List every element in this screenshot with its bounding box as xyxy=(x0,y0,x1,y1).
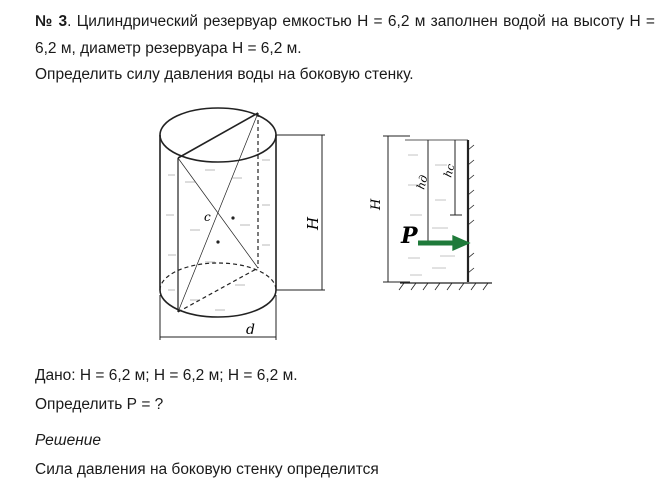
wall-drawing xyxy=(383,136,492,290)
section-diagonal-2 xyxy=(178,113,258,312)
section-bottom-diameter xyxy=(178,268,258,312)
problem-text: . Цилиндрический резервуар емкостью Н = 6,2 м заполнен водой на высоту Н = 6,2 м, диаметр резервуара Н = 6,2 м. xyxy=(35,13,655,57)
centroid-label: c xyxy=(204,210,211,224)
solution-heading: Решение xyxy=(35,432,102,449)
solution-text: Сила давления на боковую стенку определится xyxy=(35,461,379,478)
centroid-dot xyxy=(231,216,234,219)
problem-task: Определить силу давления воды на боковую стенку. xyxy=(35,66,414,83)
cylinder-diameter-label: d xyxy=(246,322,255,338)
cylinder-height-label: H xyxy=(304,216,322,230)
given-data: Дано: Н = 6,2 м; Н = 6,2 м; Н = 6,2 м. xyxy=(35,367,298,384)
hd-label: hд xyxy=(414,173,431,191)
pressure-arrow-head xyxy=(453,236,469,250)
center-dot xyxy=(216,240,219,243)
force-label: P xyxy=(401,223,418,249)
wall-height-label: H xyxy=(369,198,384,210)
cylinder-top-diameter xyxy=(178,113,258,158)
hc-label: hc xyxy=(441,162,458,179)
cylinder-drawing xyxy=(160,108,325,340)
water-hatching xyxy=(166,160,270,310)
find-statement: Определить Р = ? xyxy=(35,396,164,413)
problem-number: № 3 xyxy=(35,13,68,30)
